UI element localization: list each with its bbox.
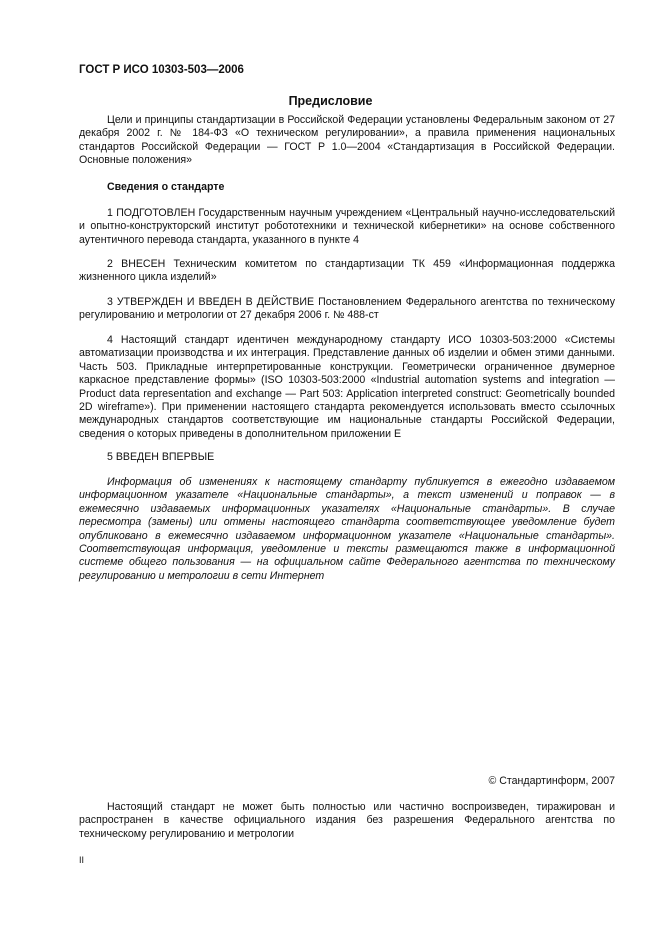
item-3-approved: 3 УТВЕРЖДЕН И ВВЕДЕН В ДЕЙСТВИЕ Постановлением Федерального агентства по техническому регулированию и метрологии от 27 декабря 2006 г. № 488-ст (79, 296, 615, 322)
preface-intro: Цели и принципы стандартизации в Российской Федерации установлены Федеральным законом от 27 декабря 2002 г. № 184-ФЗ «О техническом регулировании», а правила применения национальных стандартов Российской Федерации — ГОСТ Р 1.0—2004 «Стандартизация в Российской Федерации. Основные положения» (79, 114, 615, 167)
standard-info-heading: Сведения о стандарте (107, 181, 225, 193)
document-code-header: ГОСТ Р ИСО 10303-503—2006 (79, 64, 244, 76)
reproduction-notice: Настоящий стандарт не может быть полностью или частично воспроизведен, тиражирован и распространен в качестве официального издания без разрешения Федерального агентства по техническому регулированию и метрологии (79, 801, 615, 840)
item-4-identical-standard: 4 Настоящий стандарт идентичен международному стандарту ИСО 10303-503:2000 «Системы автоматизации производства и их интеграция. Представление данных об изделии и обмен этими данными. Часть 503. Прикладные интерпретированные конструкции. Геометрически ограниченное двумерное каркасное представление формы» (ISO 10303-503:2000 «Industrial automation systems and integration — Product data representation and exchange — Part 503: Application interpreted construct: Geometrically bounded 2D wireframe»). При применении настоящего стандарта рекомендуется использовать вместо ссылочных международных стандартов соответствующие им национальные стандарты Российской Федерации, сведения о которых приведены в дополнительном приложении Е (79, 334, 615, 440)
item-2-submitted-by: 2 ВНЕСЕН Техническим комитетом по стандартизации ТК 459 «Информационная поддержка жизненного цикла изделий» (79, 258, 615, 284)
preface-title: Предисловие (288, 94, 373, 108)
item-5-introduced-first: 5 ВВЕДЕН ВПЕРВЫЕ (107, 451, 215, 463)
page-number: II (79, 855, 85, 865)
item-1-prepared-by: 1 ПОДГОТОВЛЕН Государственным научным учреждением «Центральный научно-исследовательский и опытно-конструкторский институт робототехники и технической кибернетики» на основе собственного аутентичного перевода стандарта, указанного в пункте 4 (79, 207, 615, 246)
changes-notice: Информация об изменениях к настоящему стандарту публикуется в ежегодно издаваемом информационном указателе «Национальные стандарты», а текст изменений и поправок — в ежемесячно издаваемых информационных указателях «Национальные стандарты». В случае пересмотра (замены) или отмены настоящего стандарта соответствующее уведомление будет опубликовано в ежемесячно издаваемом информационном указателе «Национальные стандарты». Соответствующая информация, уведомление и тексты размещаются также в информационной системе общего пользования — на официальном сайте Федерального агентства по техническому регулированию и метрологии в сети Интернет (79, 476, 615, 582)
copyright-line: © Стандартинформ, 2007 (488, 775, 615, 787)
